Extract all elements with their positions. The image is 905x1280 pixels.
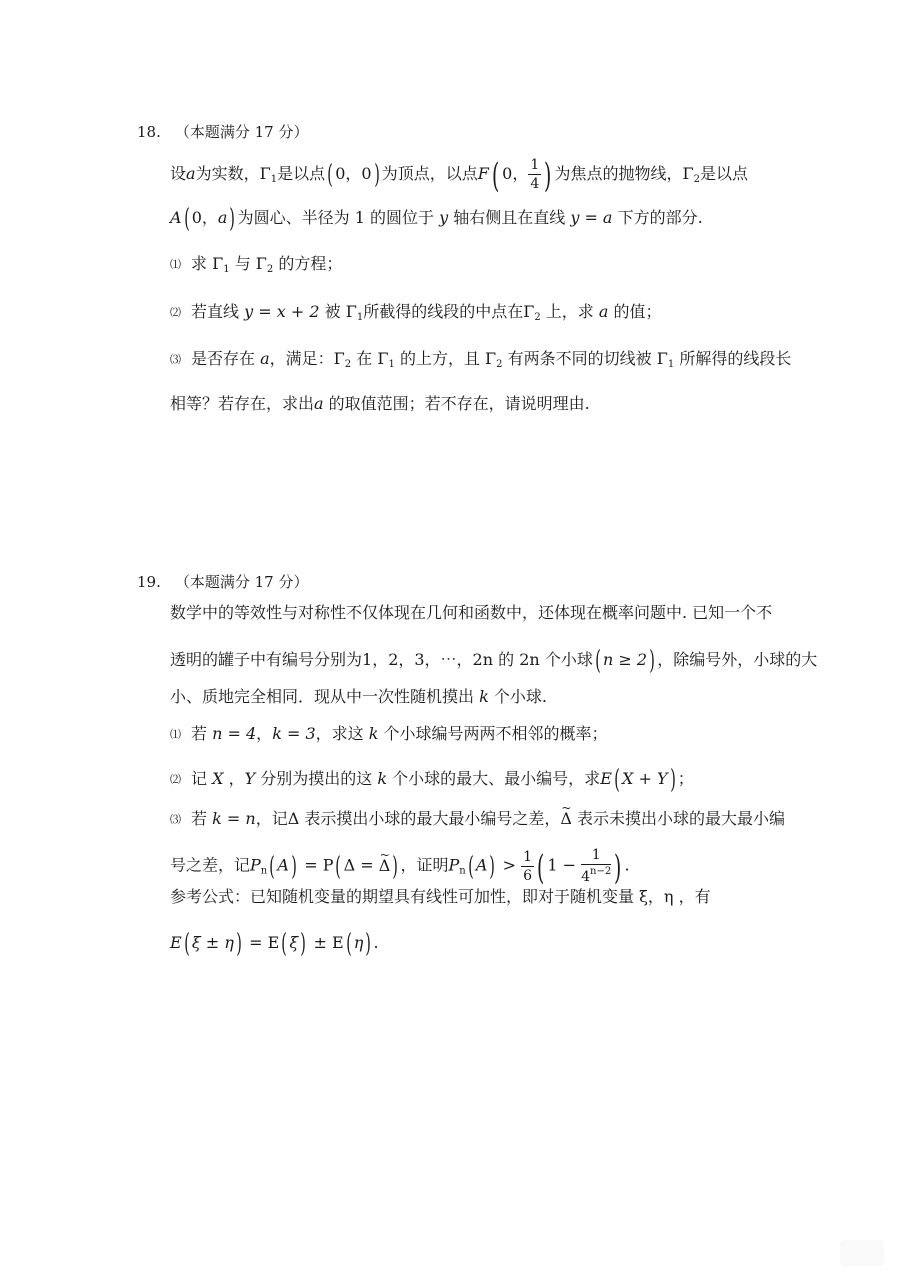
q19-reference-line2: E( ξ ± η) = E( ξ) ± E( η) . bbox=[170, 929, 379, 959]
q19-sub2: ⑵ 记 X ，Y 分别为摸出的这 k 个小球的最大、最小编号，求E( X + Y) ； bbox=[170, 765, 694, 795]
q19-sub3-line1: ⑶ 若 k = n，记Δ 表示摸出小球的最大最小编号之差，~ Δ 表示未摸出小球的最大最小编 bbox=[170, 811, 785, 827]
q18-sub3-line2: 相等？若存在，求出a 的取值范围；若不存在，请说明理由. bbox=[170, 394, 590, 413]
q18-points: （本题满分 17 分） bbox=[174, 123, 309, 141]
fraction-one-over-power: $\frac{1}{4^{n-2}}$ bbox=[581, 847, 612, 885]
q18-sub3-line1: ⑶ 是否存在 a，满足：$\Gamma_2$ 在 $\Gamma_1$ 的上方，且 $\Gamma_2$ 有两条不同的切线被 $\Gamma_1$ 所解得的线段长 bbox=[170, 349, 792, 370]
q18-sub1: ⑴ 求 $\Gamma_1$ 与 $\Gamma_2$ 的方程； bbox=[170, 254, 343, 275]
q18-sub2: ⑵ 若直线 y = x + 2 被 $\Gamma_1$所截得的线段的中点在$\Gamma_2$ 上，求 a 的值； bbox=[170, 302, 662, 323]
q19-reference-line1: 参考公式：已知随机变量的期望具有线性可加性，即对于随机变量 ξ，η ，有 bbox=[170, 887, 711, 906]
q18-intro-line1: 设a为实数，$\Gamma_1$是以点( 0，0) 为顶点，以点F( 0， $\frac{1}{4}$ ) 为焦点的抛物线，$\Gamma_2$是以点 bbox=[170, 156, 749, 196]
q19-heading bbox=[137, 571, 308, 592]
q19-paragraph-line2: 透明的罐子中有编号分别为1，2，3，⋯，2n 的 2n 个小球( n ≥ 2) ，除编号外，小球的大 bbox=[170, 646, 818, 676]
fraction-one-sixth: $\frac{1}{6}$ bbox=[523, 848, 533, 884]
q19-sub1: ⑴ 若 n = 4，k = 3，求这 k 个小球编号两两不相邻的概率； bbox=[170, 724, 608, 743]
q19-paragraph-line3: 小、质地完全相同．现从中一次性随机摸出 k 个小球. bbox=[170, 687, 547, 706]
faint-watermark bbox=[840, 1240, 884, 1266]
q19-points: （本题满分 17 分） bbox=[174, 573, 309, 591]
fraction-one-quarter: $\frac{1}{4}$ bbox=[530, 157, 540, 192]
q18-number: 18. bbox=[137, 123, 161, 141]
q19-paragraph-line1: 数学中的等效性与对称性不仅体现在几何和函数中，还体现在概率问题中. 已知一个不 bbox=[170, 603, 773, 622]
q18-intro-line2: A( 0，a) 为圆心、半径为 1 的圆位于 y 轴右侧且在直线 y = a 下方的部分. bbox=[170, 204, 703, 234]
q18-heading bbox=[137, 121, 308, 142]
q19-number: 19. bbox=[137, 573, 161, 591]
q19-sub3-line2: 号之差，记$P_n$( A) = P( Δ = ~ Δ) ，证明$P_n$( A) > $\frac{1}{6}$ ( 1 − $\frac{1}{4^{n-2}}$ ) . bbox=[170, 848, 630, 885]
